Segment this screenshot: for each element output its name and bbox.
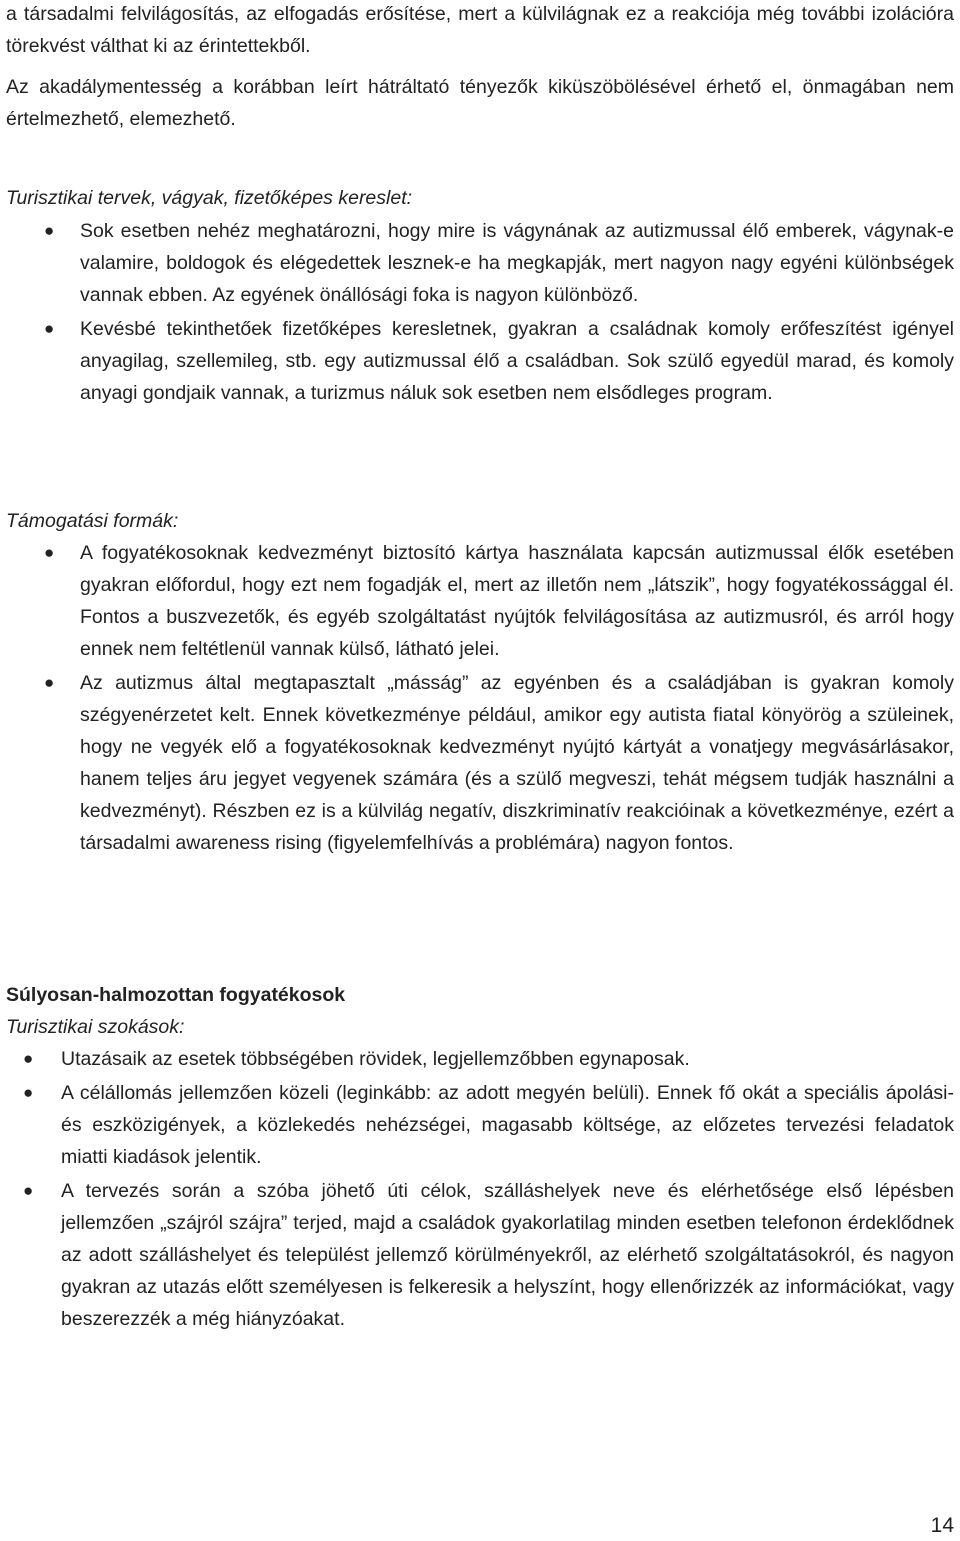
bullet-icon: ● <box>44 221 55 240</box>
intro-continuation: a társadalmi felvilágosítás, az elfogadás erősítése, mert a külvilágnak ez a reakciója még további izolációra törekvést válthat ki az érintettekből. <box>6 3 954 57</box>
list-item: ● Utazásaik az esetek többségében rövidek, legjellemzőbben egynaposak. <box>0 1043 960 1075</box>
section-heading-support-forms: Támogatási formák: <box>6 510 179 532</box>
section-heading-travel-habits: Turisztikai szokások: <box>6 1016 185 1038</box>
list-tourism-plans <box>0 215 960 409</box>
list-item: ● A fogyatékosoknak kedvezményt biztosító kártya használata kapcsán autizmussal élők esetében gyakran előfordul, hogy ezt nem fogadják el, mert az illetőn nem „látszik”, hogy fogyatékossággal él. Fontos a buszvezetők, és egyéb szolgáltatást nyújtók felvilágosítása az autizmusról, és arról hogy ennek nem feltétlenül vannak külső, látható jelei. <box>0 537 960 665</box>
list-item: ● A célállomás jellemzően közeli (leginkább: az adott megyén belüli). Ennek fő okát a speciális ápolási- és eszközigények, a közlekedés nehézségei, magasabb költsége, az előzetes tervezési feladatok miatti kiadások jelentik. <box>0 1077 960 1173</box>
list-support-forms <box>0 537 960 859</box>
section-heading-tourism-plans: Turisztikai tervek, vágyak, fizetőképes kereslet: <box>6 187 413 209</box>
list-travel-habits <box>0 1043 960 1335</box>
list-item: ● Sok esetben nehéz meghatározni, hogy mire is vágynának az autizmussal élő emberek, vágynak-e valamire, boldogok és elégedettek lesznek-e ha megkapják, mert nagyon nagy egyéni különbségek vannak ebben. Az egyének önállósági foka is nagyon különböző. <box>0 215 960 311</box>
page-number: 14 <box>930 1514 954 1537</box>
bullet-icon: ● <box>44 319 55 338</box>
section-title-severe-disability: Súlyosan-halmozottan fogyatékosok <box>6 984 346 1006</box>
list-item: ● Kevésbé tekinthetőek fizetőképes keresletnek, gyakran a családnak komoly erőfeszítést igényel anyagilag, szellemileg, stb. egy autizmussal élő a családban. Sok szülő egyedül marad, és komoly anyagi gondjaik vannak, a turizmus náluk sok esetben nem elsődleges program. <box>0 313 960 409</box>
bullet-icon: ● <box>44 673 55 692</box>
list-item: ● A tervezés során a szóba jöhető úti célok, szálláshelyek neve és elérhetősége első lépésben jellemzően „szájról szájra” terjed, majd a családok gyakorlatilag minden esetben telefonon érdeklődnek az adott szálláshelyet és települést jellemző körülményekről, az elérhető szolgáltatásokról, és nagyon gyakran az utazás előtt személyesen is felkeresik a helyszínt, hogy ellenőrizzék az információkat, vagy beszerezzék a még hiányzóakat. <box>0 1175 960 1335</box>
bullet-icon: ● <box>44 543 55 562</box>
bullet-icon: ● <box>23 1049 34 1068</box>
list-item: ● Az autizmus által megtapasztalt „másság” az egyénben és a családjában is gyakran komoly szégyenérzetet kelt. Ennek következménye például, amikor egy autista fiatal könyörög a szüleinek, hogy ne vegyék elő a fogyatékosoknak kedvezményt nyújtó kártyát a vonatjegy megvásárlásakor, hanem teljes áru jegyet vegyenek számára (és a szülő megveszi, tehát mégsem tudják használni a kedvezményt). Részben ez is a külvilág negatív, diszkriminatív reakcióinak a következménye, ezért a társadalmi awareness rising (figyelemfelhívás a problémára) nagyon fontos. <box>0 667 960 859</box>
bullet-icon: ● <box>23 1181 34 1200</box>
bullet-icon: ● <box>23 1083 34 1102</box>
intro-paragraph: Az akadálymentesség a korábban leírt hátráltató tényezők kiküszöbölésével érhető el, önmagában nem értelmezhető, elemezhető. <box>6 76 954 130</box>
